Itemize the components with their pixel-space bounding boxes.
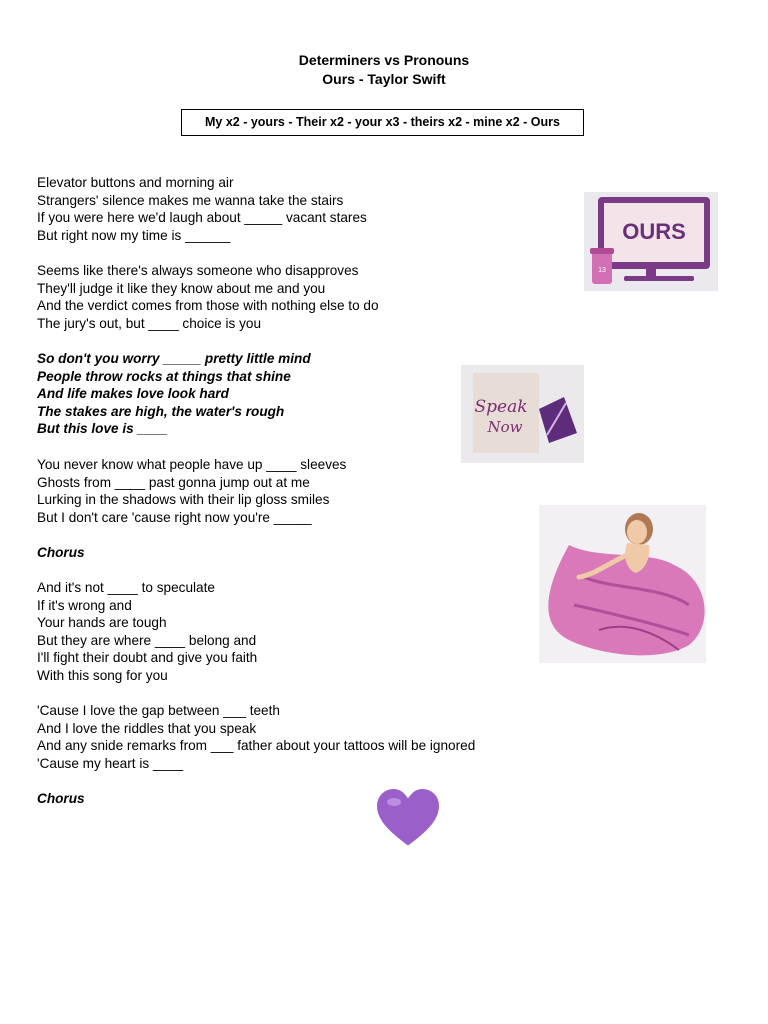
lyric-line: Elevator buttons and morning air [37,175,234,190]
page-title: Determiners vs Pronouns [298,52,470,68]
purple-heart-icon [372,784,444,854]
lyric-line: 'Cause my heart is ____ [37,755,184,771]
lyric-line: Your hands are tough [37,615,167,631]
lyric-line: With this song for you [37,667,168,683]
verse-1 [37,174,367,244]
chorus-lyrics [37,350,311,438]
cup-number: 13 [598,267,606,274]
ours-screen-text: OURS [622,219,686,244]
chorus-label: Chorus [37,545,85,560]
lyric-line: Lurking in the shadows with their lip gloss smiles [37,492,330,508]
lyric-line: You never know what people have up ____ sleeves [37,457,347,472]
chorus-label: Chorus [37,791,85,806]
lyric-line: 'Cause I love the gap between ___ teeth [37,703,280,718]
lyric-line: And any snide remarks from ___ father about your tattoos will be ignored [37,738,476,754]
lyric-line: If you were here we'd laugh about _____ vacant stares [37,210,367,226]
speak-now-text-2: Now [487,418,523,436]
lyric-line: But right now my time is ______ [37,227,231,243]
pink-gown-illustration [539,505,706,663]
lyric-line: People throw rocks at things that shine [37,368,291,384]
lyric-line: Ghosts from ____ past gonna jump out at me [37,474,310,490]
verse-3 [37,456,346,526]
lyric-line: If it's wrong and [37,597,132,613]
lyric-line: But I don't care 'cause right now you're _____ [37,509,312,525]
lyric-line: And life makes love look hard [37,386,229,402]
lyric-line: The jury's out, but ____ choice is you [37,315,261,331]
lyric-line: I'll fight their doubt and give you faith [37,650,258,666]
lyric-line: And the verdict comes from those with nothing else to do [37,298,379,314]
ours-monitor-illustration [584,192,718,291]
lyric-line: But they are where ____ belong and [37,632,257,648]
lyric-line: The stakes are high, the water's rough [37,403,285,419]
verse-4 [37,702,475,772]
verse-2 [37,262,379,332]
lyric-line: And it's not ____ to speculate [37,580,215,595]
lyric-line: They'll judge it like they know about me and you [37,280,326,296]
speak-now-text-1: Speak [474,397,528,417]
lyric-line: So don't you worry _____ pretty little mind [37,351,311,366]
bridge [37,579,257,685]
word-bank-box: My x2 - yours - Their x2 - your x3 - theirs x2 - mine x2 - Ours [181,109,584,136]
lyric-line: But this love is ____ [37,421,168,437]
lyric-line: And I love the riddles that you speak [37,720,257,736]
page-subtitle: Ours - Taylor Swift [322,71,446,87]
lyric-line: Strangers' silence makes me wanna take the stairs [37,192,344,208]
lyric-line: Seems like there's always someone who disapproves [37,263,359,278]
speak-now-illustration [461,365,584,463]
